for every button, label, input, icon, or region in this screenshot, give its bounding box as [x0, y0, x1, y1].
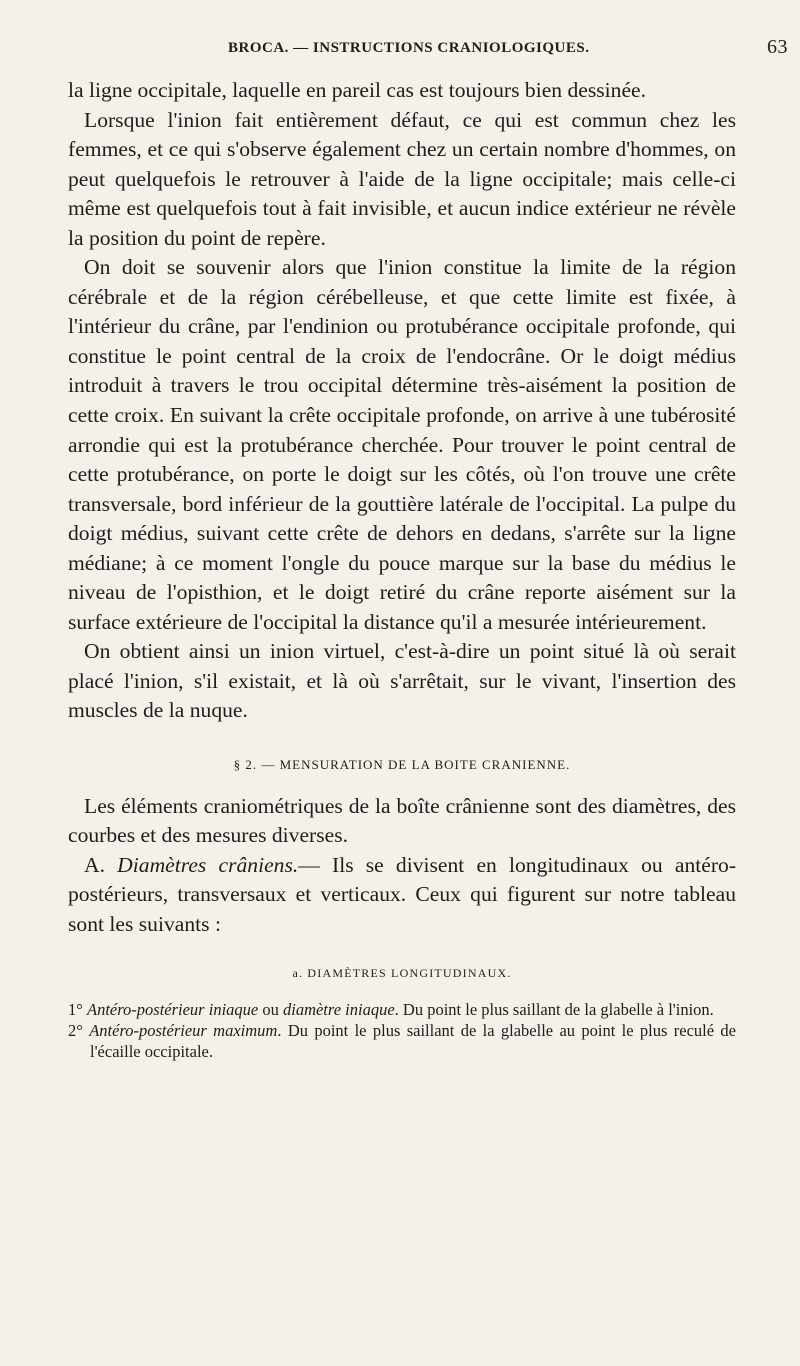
list-item — [68, 999, 736, 1020]
page-number: 63 — [767, 36, 788, 58]
subsection-text: — Ils se divisent en longitudinaux ou antéro-postérieurs, transversaux et verticaux. Ceux qui figurent sur notre tableau sont les suivants : — [68, 852, 737, 936]
item-title: Antéro-postérieur maximum — [89, 1020, 278, 1040]
paragraph: Lorsque l'inion fait entièrement défaut, ce qui est commun chez les femmes, et ce qui s'observe également chez un certain nombre d'hommes, on peut quelquefois le retrouver à l'aide de la ligne occipitale; mais celle-ci même est quelquefois tout à fait invisible, et aucun indice extérieur ne révèle la position du point de repère. — [68, 107, 736, 250]
subsection-paragraph — [68, 851, 736, 940]
section-intro: Les éléments craniométriques de la boîte crânienne sont des diamètres, des courbes et des mesures diverses. — [68, 793, 736, 848]
list-item — [68, 1020, 736, 1062]
item-number: 2° — [68, 1020, 83, 1040]
running-head — [228, 36, 788, 58]
definition-list — [68, 999, 736, 1062]
paragraph: la ligne occipitale, laquelle en pareil cas est toujours bien dessinée. — [68, 78, 647, 102]
paragraph: On obtient ainsi un inion virtuel, c'est-à-dire un point situé là où serait placé l'inion, s'il existait, et là où s'arrêtait, sur le vivant, l'insertion des muscles de la nuque. — [68, 639, 736, 723]
running-title: BROCA. — INSTRUCTIONS CRANIOLOGIQUES. — [228, 40, 590, 56]
item-title: Antéro-postérieur iniaque — [86, 999, 259, 1019]
item-text: . Du point le plus saillant de la glabelle à l'inion. — [394, 999, 714, 1019]
item-middle: ou — [258, 999, 283, 1019]
item-number: 1° — [68, 999, 83, 1019]
subsection-letter: A. — [84, 852, 105, 877]
section-heading: § 2. — MENSURATION DE LA BOITE CRANIENNE. — [233, 757, 571, 773]
list-heading: a. DIAMÈTRES LONGITUDINAUX. — [292, 966, 512, 981]
item-text: . Du point le plus saillant de la glabelle au point le plus reculé de l'écaille occipitale. — [90, 1020, 736, 1061]
paragraph: On doit se souvenir alors que l'inion constitue la limite de la région cérébrale et de la région cérébelleuse, et que cette limite est fixée, à l'intérieur du crâne, par l'endinion ou protubérance occipitale profonde, qui constitue le point central de la croix de l'endocrâne. Or le doigt médius introduit à travers le trou occipital détermine très-aisément la position de cette croix. En suivant la crête occipitale profonde, on arrive à une tubérosité arrondie qui est la protubérance cherchée. Pour trouver le point central de cette protubérance, on porte le doigt sur les côtés, où l'on trouve une crête transversale, bord inférieur de la gouttière latérale de l'occipital. La pulpe du doigt médius, suivant cette crête de dehors en dedans, s'arrête sur la ligne médiane; à ce moment l'ongle du pouce marque sur la base du médius le niveau de l'opisthion, et le doigt retiré du crâne reporte aisément sur la surface extérieure de l'occipital la distance qu'il a mesurée intérieurement. — [68, 255, 736, 634]
subsection-title: Diamètres crâniens. — [117, 852, 299, 877]
body-text — [68, 76, 736, 1062]
item-alt: diamètre iniaque — [282, 999, 395, 1019]
